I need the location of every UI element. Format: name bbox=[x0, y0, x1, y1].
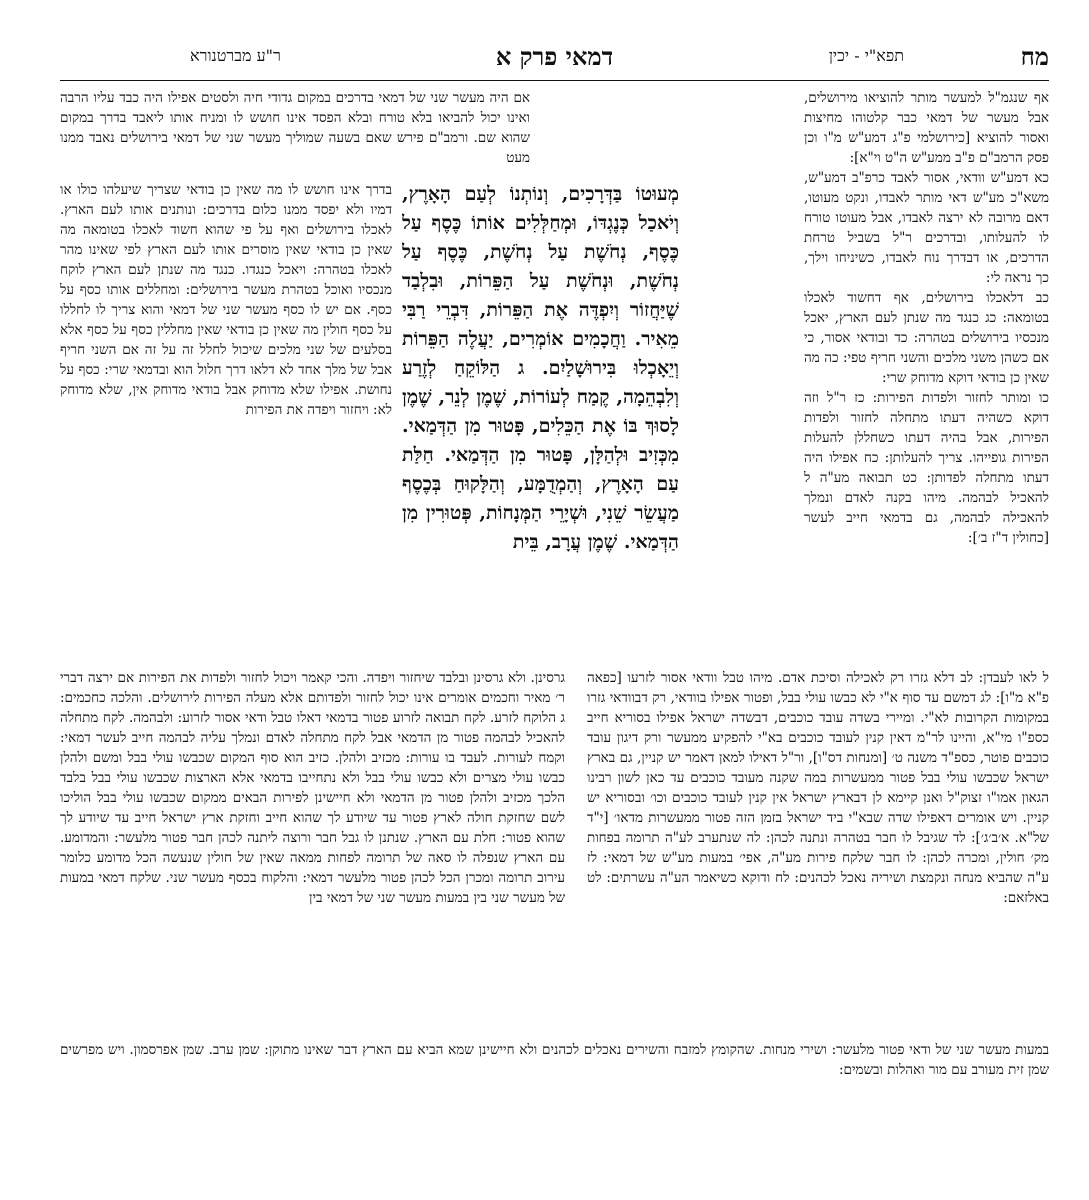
tiferet-paragraph: אף שנגמ"ל למעשר מותר להוציאו מירושלים, אבל מעשר של דמאי כבר קלטוהו מחיצות ואסור להוציא [כירושלמי פ"ג דמע"ש מ"ו וכן פסק הרמב"ם פ"ב ממע"ש ה"ט וי"א]: bbox=[804, 90, 1049, 166]
bartenura-commentary-left bbox=[60, 180, 392, 665]
bartenura-paragraph: במעות מעשר שני של ודאי פטור מלעשר: ושירי מנחות. שהקומץ למזבח והשירים נאכלים לכהנים ולא חיישינן שמא הביא עם הארץ דבר שאינו מתוקן: שמן ערב. שמן אפרסמון. ויש מפרשים שמן זית מעורב עם מור ואהלות ובשמים: bbox=[60, 1042, 1049, 1078]
tiferet-paragraph: כב דלאכלו בירושלים, אף דחשוד לאכלו בטומאה: כג כנגד מה שנתן לעם הארץ, יאכל מנכסיו בירושלים בטהרה: כד ובודאי אסור, כי אם כשהן משני מלכים והשני חריף טפי: כה מה שאין כן בודאי דוקא מדוחק שרי: bbox=[804, 290, 1049, 386]
tiferet-label: תפא"י - יכין bbox=[828, 46, 904, 65]
tiferet-commentary-bottom bbox=[587, 668, 1049, 1038]
tiferet-commentary-right bbox=[804, 88, 1049, 666]
page-number: מח bbox=[1020, 42, 1049, 71]
bartenura-paragraph: גרסינן. ולא גרסינן ובלבד שיחזור ויפדה. והכי קאמר ויכול לחזור ולפדות את הפירות אם ירצה דברי ר׳ מאיר וחכמים אומרים אינו יכול לחזור ולפדותם אלא מעלה הפירות לירושלים. והלכה כחכמים: ג הלוקח לזרע. לקח תבואה לזרוע פטור בדמאי דאלו טבל ודאי אסור לזרוע: ולבהמה. לקח מתחלה להאכיל לבהמה פטור מן הדמאי אבל לקח מתחלה לאדם ונמלך עליה לבהמה חייב לעשר דמאי: וקמח לעורות. לעבד בו עורות: מכזיב ולהלן. כזיב הוא סוף המקום שכבשו עולי בבל ומשם ולהלן כבשו עולי מצרים ולא כבשו עולי בבל ולא נתחייבו בדמאי אלא הארצות שכבשו עולי בבל בלבד הלכך מכזיב ולהלן פטור מן הדמאי ולא חיישינן לפירות הבאים ממקום שכבשו עולי בבל הוליכו לשם שחזקת חולה לארץ פטור עד שיודע לך שהוא חייב וחזקת ארץ ישראל חייב עד שיודע לך שהוא פטור: חלת עם הארץ. שנתנן לו גבל חבר ורוצה ליתנה לכהן חבר פטור מלעשר: והמדומע. עם הארץ שנפלה לו סאה של תרומה לפחות ממאה שאין של חולין שנעשה הכל מדומע כלומר עירוב תרומה ומכרן הכל לכהן פטור מלעשר דמאי: והלקוח בכסף מעשר שני. שלקח דמאי במעות של מעשר שני בין במעות מעשר שני של דמאי בין bbox=[60, 670, 565, 906]
mishna-paragraph: מְעוּטוֹ בַּדְּרָכִים, וְנוֹתְנוֹ לְעַם הָאָרֶץ, וְיֹאכַל כְּנֶגְדּוֹ, וּמְחַלְּלִים אוֹתוֹ כֶּסֶף עַל כֶּסֶף, נְחֹשֶׁת עַל נְחֹשֶׁת, כֶּסֶף עַל נְחֹשֶׁת, וּנְחֹשֶׁת עַל הַפֵּרוֹת, וּבִלְבַד שֶׁיַּחֲזוֹר וְיִפְדֶּה אֶת הַפֵּרוֹת, דִּבְרֵי רַבִּי מֵאִיר. וַחֲכָמִים אוֹמְרִים, יַעֲלֶה הַפֵּרוֹת וְיֵאָכְלוּ בִּירוּשָׁלַיִם. ג הַלּוֹקֵחַ לְזֶרַע וְלִבְהֵמָה, קֶמַח לְעוֹרוֹת, שֶׁמֶן לְנֵר, שֶׁמֶן לָסוּךְ בּוֹ אֶת הַכֵּלִים, פָּטוּר מִן הַדְּמַאי. מִכְּזִיב וּלְהַלָּן, פָּטוּר מִן הַדְּמַאי. חַלַּת עַם הָאָרֶץ, וְהַמְדֻמָּע, וְהַלָּקוּחַ בְּכֶסֶף מַעֲשֵׂר שֵׁנִי, וּשְׁיָרֵי הַמְּנָחוֹת, פְּטוּרִין מִן הַדְּמַאי. שֶׁמֶן עֲרָב, בֵּית bbox=[402, 183, 679, 553]
tiferet-paragraph: כא דמע"ש וודאי, אסור לאבד כרפ"ב דמע"ש, משא"כ מע"ש דאי מותר לאבדו, ונקט מעוטו, דאם מרובה לא ירצה לאבדו, אבל מעוטו טורח לו להעלותו, ובדרכים ר"ל בשביל טרחת הדרכים, או דבדרך נוח לאבדו, כשיניחו וילך, כך נראה לי: bbox=[804, 170, 1049, 286]
bartenura-paragraph: אם היה מעשר שני של דמאי בדרכים במקום גדודי חיה ולסטים אפילו היה כבד עליו הרבה ואינו יכול להביאו בלא טורח ובלא הפסד אינו חושש לו ומניח אותו ליאבד בדרך במקום שהוא שם. ורמב"ם פירש שאם בשעה שמוליך מעשר שני של דמאי בירושלים נאבד ממנו מעט bbox=[60, 90, 530, 166]
bartenura-commentary-bottom bbox=[60, 668, 565, 1038]
bartenura-paragraph: בדרך אינו חושש לו מה שאין כן בודאי שצריך שיעלהו כולו או דמיו ולא יפסד ממנו כלום בדרכים: ונותנים אותו לעם הארץ. לאכלו בירושלים ואף על פי שהוא חשוד לאכלו בטומאה מה שאין כן בודאי שאין מוסרים אותו לעם הארץ לפי שאינו מהר לאכלו בטהרה: ויאכל כנגדו. כנגד מה שנתן לעם הארץ לוקח מנכסיו ואוכל בטהרת מעשר בירושלים: ומחללים אותו כסף על כסף. אם יש לו כסף מעשר שני של דמאי והוא צריך לו לחללו על כסף חולין מה שאין כן בודאי שאין מחללין כסף על כסף אלא בסלעים של שני מלכים שיכול לחלל זה על זה אם השני חריף אבל של מלך אחד לא דלאו דרך חלול הוא ובדמאי שרי: כסף על נחושת. אפילו שלא מדוחק אבל בודאי מדוחק אין, שלא מדוחק לא: ויחזור ויפדה את הפירות bbox=[60, 182, 392, 418]
page-title: דמאי פרק א bbox=[495, 42, 614, 71]
page-header bbox=[60, 40, 1049, 76]
bartenura-commentary-footer bbox=[60, 1040, 1049, 1130]
bartenura-commentary-top bbox=[60, 88, 530, 170]
header-rule bbox=[60, 80, 1049, 81]
tiferet-paragraph: ל לאו לעבדן: לב דלא גזרו רק לאכילה וסיכת אדם. מיהו טבל וודאי אסור לזרעו [כפאה פ"א מ"ו]: לג דמשם עד סוף א"י לא כבשו עולי בבל, ופטור אפילו בוודאי, רק דבוודאי גזרו במקומות הקרובות לא"י. ומיירי בשדה עובד כוכבים, דבשדה ישראל אפילו בסוריא חייב כספ"ו מי"א, והיינו לר"מ דאין קנין לעובד כוכבים בא"י להפקיע ממעשר ורק דיגון עובד כוכבים פוטר, כספ"ד משנה ט׳ [ומנחות דס"ו], ור"ל דאילו למאן דאמר יש קניין, גם בארץ ישראל שכבשו עולי בבל פטור ממעשרות במה שקנה מעובד כוכבים עד כאן לשון רבינו הגאון אמו"ו זצוק"ל ואנן קיימא לן דבארץ ישראל אין קנין לעובד כוכבים וכו׳ ובסוריא יש קניין. ויש אומרים דאפילו שדה שבא"י ביד ישראל בזמן הזה פטור ממעשרות מדאו׳ [י"ד של"א. א׳ב׳ג׳]: לד שגיבל לו חבר בטהרה ונתנה לכהן: לה שנתערב לע"ה תרומה בפחות מק׳ חולין, ומכרה לכהן: לו חבר שלקח פירות מע"ה, אפי׳ במעות מע"ש של דמאי: לז ע"ה שהביא מנחה ונקמצת ושיריה נאכל לכהנים: לח ודוקא כשיאמר הע"ה עשרתים: לט באלזאם: bbox=[587, 670, 1049, 906]
bartenura-label: ר"ע מברטנורא bbox=[190, 46, 281, 65]
tiferet-paragraph: כו ומותר לחזור ולפדות הפירות: כז ר"ל וזה דוקא כשהיה דעתו מתחלה לחזור ולפדות הפירות, אבל בהיה דעתו כשחללן להעלות הפירות גופייהו. צריך להעלותן: כח אפילו היה דעתו מתחלה לפדותן: כט תבואה מע"ה ל להאכיל לבהמה. מיהו בקנה לאדם ונמלך להאכילה לבהמה, גם בדמאי חייב לעשר [כחולין ד"ז ב׳]: bbox=[804, 390, 1049, 546]
mishna-text bbox=[402, 180, 679, 685]
